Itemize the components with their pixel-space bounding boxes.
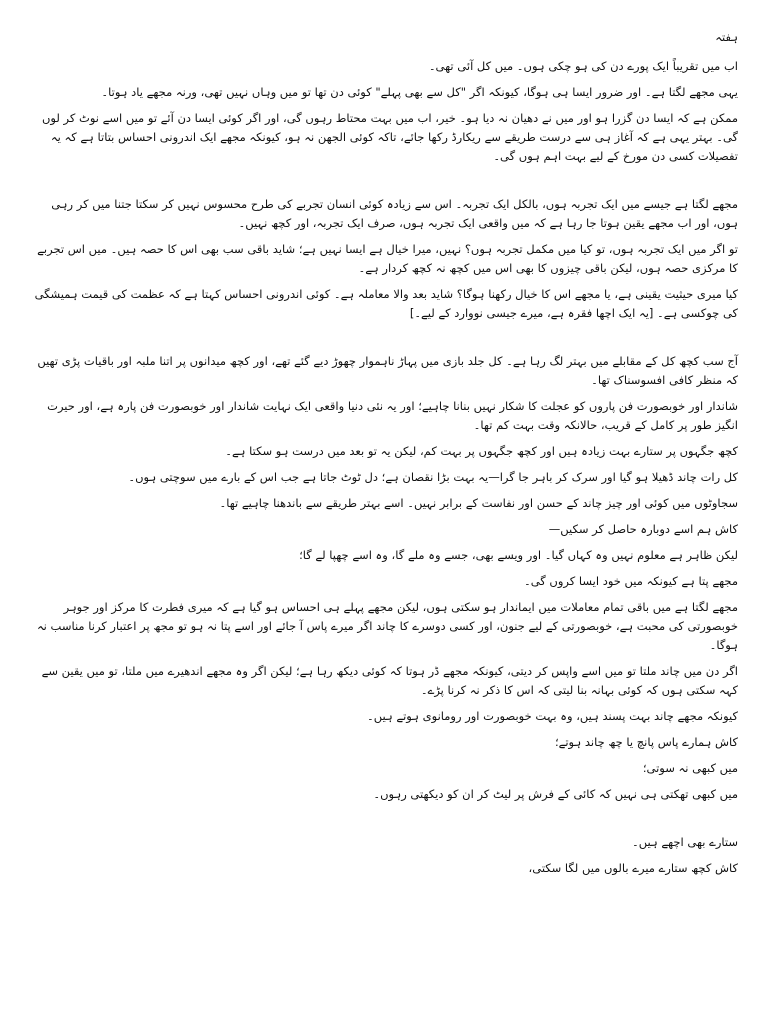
paragraph-8: شاندار اور خوبصورت فن پاروں کو عجلت کا شکار نہیں بنانا چاہیے؛ اور یہ نئی دنیا واقعی ایک نہایت شاندار اور خوبصورت فن پارہ ہے، اور حیرت انگیز طور پر کامل کے قریب، حالانکہ وقت بہت کم تھا۔ bbox=[47, 399, 738, 432]
paragraph-4: مجھے لگتا ہے جیسے میں ایک تجربہ ہوں، بالکل ایک تجربہ۔ اس سے زیادہ کوئی انسان تجربے کی طرح محسوس نہیں کر سکتا جتنا میں کر رہی ہوں، اور اب مجھے یقین ہوتا جا رہا ہے کہ میں واقعی ایک تجربہ ہوں، صرف ایک تجربہ، اور کچھ نہیں۔ bbox=[51, 197, 738, 230]
paragraph-12: کاش ہم اسے دوبارہ حاصل کر سکیں— bbox=[548, 522, 738, 536]
paragraph-3: ممکن ہے کہ ایسا دن گزرا ہو اور میں نے دھیان نہ دیا ہو۔ خیر، اب میں بہت محتاط رہوں گی، اور اگر کوئی ایسا دن آئے تو میں اسے نوٹ کر لوں گی۔ بہتر یہی ہے کہ آغاز ہی سے درست طریقے سے ریکارڈ رکھا جائے، تاکہ کوئی الجھن نہ ہو، کیونکہ مجھے ایک اندرونی احساس بتاتا ہے کہ یہ تفصیلات کسی دن مورخ کے لیے بہت اہم ہوں گی۔ bbox=[41, 111, 738, 163]
paragraph-17: کیونکہ مجھے چاند بہت پسند ہیں، وہ بہت خوبصورت اور رومانوی ہوتے ہیں۔ bbox=[367, 709, 738, 723]
section-gap bbox=[30, 330, 738, 352]
section-gap bbox=[30, 173, 738, 195]
paragraph-2: یہی مجھے لگتا ہے۔ اور ضرور ایسا ہی ہوگا، کیونکہ اگر "کل سے بھی پہلے" کوئی دن تھا تو میں وہاں نہیں تھی، ورنہ مجھے یاد ہوتا۔ bbox=[101, 85, 738, 99]
paragraph-21: ستارے بھی اچھے ہیں۔ bbox=[632, 835, 738, 849]
paragraph-18: کاش ہمارے پاس پانچ یا چھ چاند ہوتے؛ bbox=[554, 735, 738, 749]
paragraph-1: اب میں تقریباً ایک پورے دن کی ہو چکی ہوں۔ میں کل آئی تھی۔ bbox=[428, 59, 738, 73]
paragraph-16: اگر دن میں چاند ملتا تو میں اسے واپس کر دیتی، کیونکہ مجھے ڈر ہوتا کہ کوئی دیکھ رہا ہے؛ لیکن اگر وہ مجھے اندھیرے میں ملتا، تو میں یقین سے کہہ سکتی ہوں کہ کوئی بہانہ بنا لیتی کہ اس کا ذکر نہ کرنا پڑے۔ bbox=[41, 664, 738, 697]
paragraph-14: مجھے پتا ہے کیونکہ میں خود ایسا کروں گی۔ bbox=[523, 574, 738, 588]
paragraph-6: کیا میری حیثیت یقینی ہے، یا مجھے اس کا خیال رکھنا ہوگا؟ شاید بعد والا معاملہ ہے۔ کوئی اندرونی احساس کہتا ہے کہ عظمت کی قیمت ہمیشگی کی چوکسی ہے۔ [یہ ایک اچھا فقرہ ہے، میرے جیسی نووارد کے لیے۔] bbox=[34, 287, 738, 320]
section-gap bbox=[30, 811, 738, 833]
day-heading: ہفتہ bbox=[715, 30, 738, 44]
paragraph-13: لیکن ظاہر ہے معلوم نہیں وہ کہاں گیا۔ اور ویسے بھی، جسے وہ ملے گا، وہ اسے چھپا لے گا؛ bbox=[299, 548, 738, 562]
paragraph-20: میں کبھی تھکتی ہی نہیں کہ کائی کے فرش پر لیٹ کر ان کو دیکھتی رہوں۔ bbox=[373, 787, 738, 801]
paragraph-7: آج سب کچھ کل کے مقابلے میں بہتر لگ رہا ہے۔ کل جلد بازی میں پہاڑ ناہموار چھوڑ دیے گئے تھے، اور کچھ میدانوں پر اتنا ملبہ اور باقیات پڑی تھیں کہ منظر کافی افسوسناک تھا۔ bbox=[37, 354, 738, 387]
paragraph-22: کاش کچھ ستارے میرے بالوں میں لگا سکتی، bbox=[528, 861, 738, 875]
paragraph-9: کچھ جگہوں پر ستارے بہت زیادہ ہیں اور کچھ جگہوں پر بہت کم، لیکن یہ تو بعد میں درست ہو سکتا ہے۔ bbox=[225, 444, 738, 458]
paragraph-5: تو اگر میں ایک تجربہ ہوں، تو کیا میں مکمل تجربہ ہوں؟ نہیں، میرا خیال ہے ایسا نہیں ہے؛ شاید باقی سب بھی اس کا حصہ ہیں۔ میں اس تجربے کا مرکزی حصہ ہوں، لیکن باقی چیزوں کا بھی اس میں کچھ نہ کچھ کردار ہے۔ bbox=[37, 242, 738, 275]
paragraph-19: میں کبھی نہ سوتی؛ bbox=[642, 761, 738, 775]
document-page bbox=[30, 28, 738, 885]
paragraph-15: مجھے لگتا ہے میں باقی تمام معاملات میں ایماندار ہو سکتی ہوں، لیکن مجھے پہلے ہی احساس ہو گیا ہے کہ میری فطرت کا مرکز اور جوہر خوبصورتی کی محبت ہے، خوبصورتی کے لیے جنون، اور کسی دوسرے کا چاند اگر میرے پاس آ جائے اور اسے پتا نہ ہو تو مجھ پر اعتبار کرنا مناسب نہ ہوگا۔ bbox=[36, 600, 738, 652]
paragraph-11: سجاوٹوں میں کوئی اور چیز چاند کے حسن اور نفاست کے برابر نہیں۔ اسے بہتر طریقے سے باندھنا چاہیے تھا۔ bbox=[219, 496, 738, 510]
paragraph-10: کل رات چاند ڈھیلا ہو گیا اور سرک کر باہر جا گرا—یہ بہت بڑا نقصان ہے؛ دل ٹوٹ جاتا ہے جب اس کے بارے میں سوچتی ہوں۔ bbox=[128, 470, 738, 484]
